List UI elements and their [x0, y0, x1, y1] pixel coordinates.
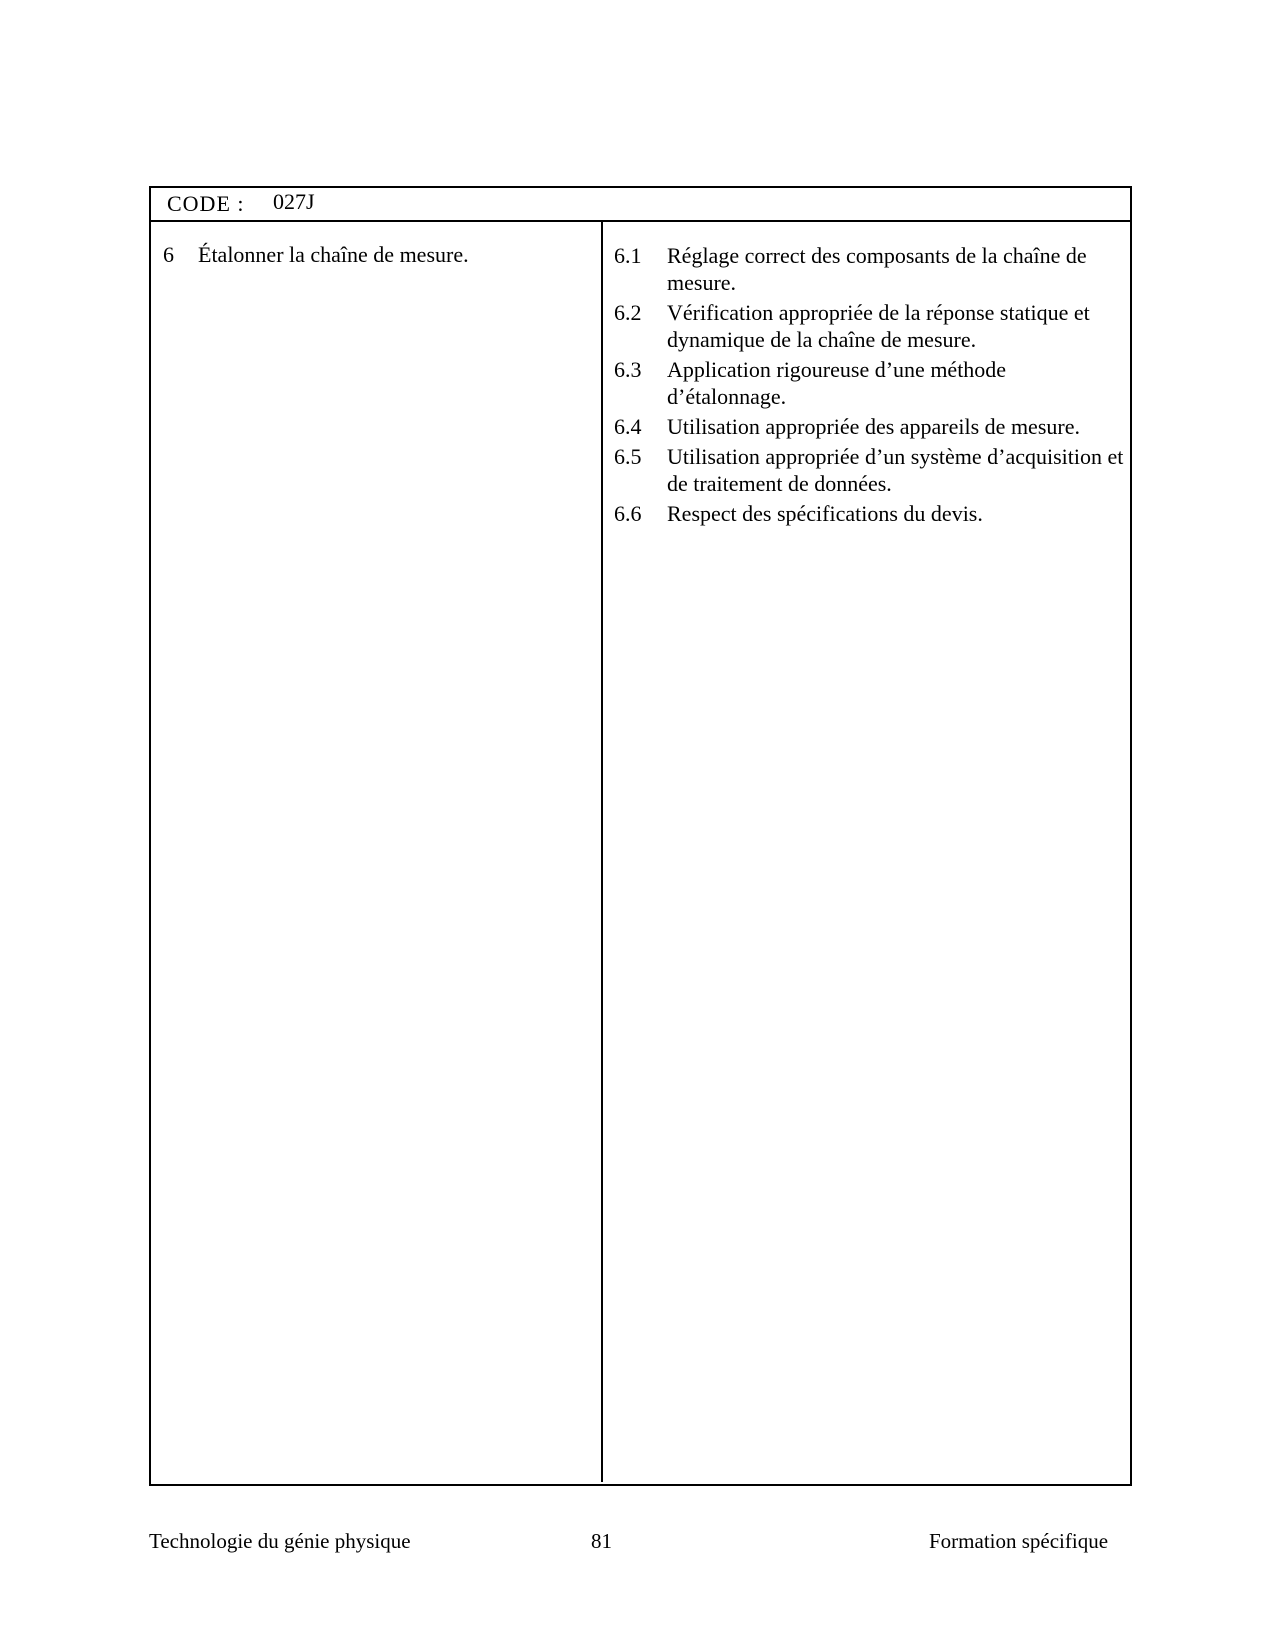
criterion-number: 6.1: [614, 243, 642, 268]
criterion-item: [614, 356, 1124, 410]
criterion-item: [614, 500, 1124, 527]
criterion-item: [614, 242, 1124, 296]
criterion-text: Utilisation appropriée d’un système d’acquisition et de traitement de données.: [667, 444, 1124, 496]
footer-section-name: Formation spécifique: [929, 1529, 1109, 1553]
code-value: 027J: [273, 189, 315, 214]
criterion-text: Utilisation appropriée des appareils de mesure.: [667, 414, 1080, 439]
criterion-text: Réglage correct des composants de la chaîne de mesure.: [667, 243, 1087, 295]
competency-table: [149, 186, 1132, 1486]
column-divider: [601, 222, 603, 1482]
element-item: [163, 242, 469, 268]
criterion-number: 6.5: [614, 444, 642, 469]
criterion-number: 6.3: [614, 357, 642, 382]
criterion-item: [614, 443, 1124, 497]
criterion-number: 6.6: [614, 501, 642, 526]
code-header-row: [151, 188, 1130, 222]
footer-page-number: 81: [591, 1529, 612, 1553]
criterion-number: 6.4: [614, 414, 642, 439]
criteria-list: [614, 242, 1124, 530]
criterion-item: [614, 299, 1124, 353]
element-number: 6: [163, 242, 174, 267]
element-text: Étalonner la chaîne de mesure.: [198, 242, 469, 267]
criterion-text: Vérification appropriée de la réponse statique et dynamique de la chaîne de mesure.: [667, 300, 1090, 352]
criterion-text: Application rigoureuse d’une méthode d’étalonnage.: [667, 357, 1007, 409]
criterion-text: Respect des spécifications du devis.: [667, 501, 983, 526]
criterion-item: [614, 413, 1124, 440]
code-label: CODE :: [167, 191, 245, 216]
criterion-number: 6.2: [614, 300, 642, 325]
footer-program-name: Technologie du génie physique: [149, 1529, 411, 1553]
